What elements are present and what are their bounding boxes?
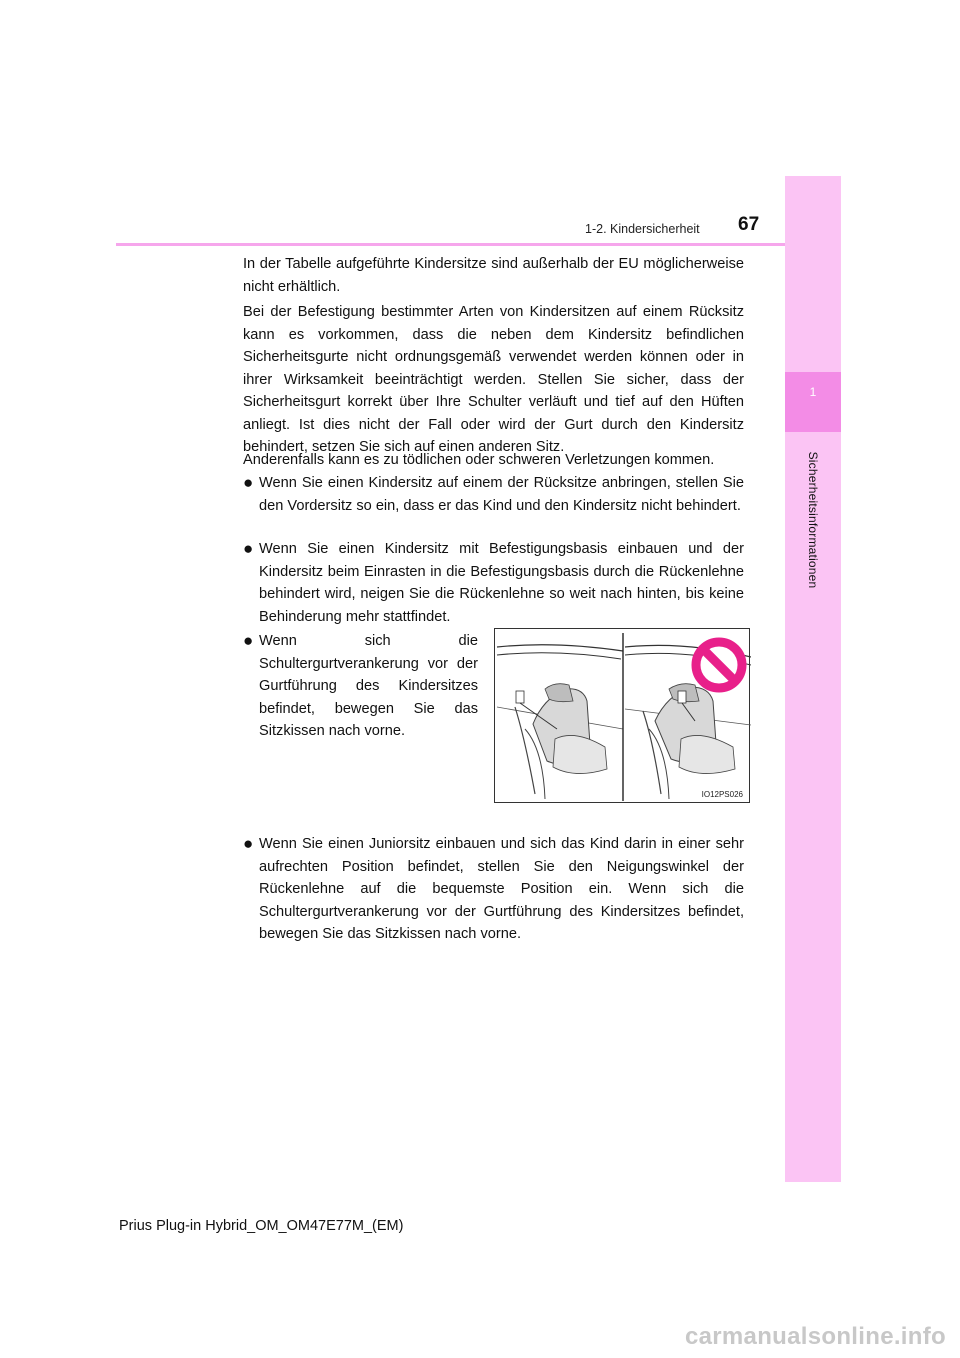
prohibition-icon [696,642,742,688]
watermark: carmanualsonline.info [684,1323,946,1350]
list-item-text: Wenn Sie einen Kindersitz mit Befestigungsbasis einbauen und der Kindersitz beim Einrasten in die Befestigungsbasis durch die Rückenlehne behindert wird, neigen Sie die Rückenlehne so weit nach hinten, bis keine Behinderung mehr stattfindet. [259,541,744,625]
header-rule [116,243,785,246]
chapter-side-tab [785,176,841,1182]
list-item-text: Wenn sich die Schultergurtverankerung vor der Gurtführung des Kindersitzes befindet, bewegen Sie das Sitzkissen nach vorne. [259,633,478,739]
list-item [243,538,744,628]
list-item [243,630,478,743]
paragraph-consequence: Anderenfalls kann es zu tödlichen oder schweren Verletzungen kommen. [243,452,715,468]
list-item [243,472,744,517]
illustration-child-seat [494,628,750,803]
chapter-tab-marker [785,372,841,432]
bullet-icon: ● [243,473,254,492]
bullet-icon: ● [243,539,254,558]
figure-code: IO12PS026 [701,790,743,799]
page-number: 67 [738,214,760,235]
chapter-number: 1 [809,385,817,399]
list-item [243,833,744,946]
footer-model: Prius Plug-in Hybrid_OM_OM47E77M_(EM) [119,1218,404,1234]
bullet-icon: ● [243,834,254,853]
paragraph-availability: In der Tabelle aufgeführte Kindersitze sind außerhalb der EU möglicherweise nicht erhältlich. [243,256,744,295]
list-item-text: Wenn Sie einen Juniorsitz einbauen und sich das Kind darin in einer sehr aufrechten Position befindet, stellen Sie den Neigungswinkel der Rückenlehne auf die bequemste Position ein. Wenn sich die Schultergurtverankerung vor der Gurtführung des Kindersitzes befindet, bewegen Sie das Sitzkissen nach vorne. [259,836,744,942]
section-title: 1-2. Kindersicherheit [585,222,700,236]
list-item-text: Wenn Sie einen Kindersitz auf einem der Rücksitze anbringen, stellen Sie den Vordersitz so ein, dass er das Kind und den Kindersitz nicht behindert. [259,475,744,514]
paragraph-seatbelt-warning: Bei der Befestigung bestimmter Arten von Kindersitzen auf einem Rücksitz kann es vorkommen, dass die neben dem Kindersitz befindlichen Sicherheitsgurte nicht ordnungsgemäß verwendet werden können oder in ihrer Wirksamkeit beeinträchtigt werden. Stellen Sie sicher, dass der Sicherheitsgurt korrekt über Ihre Schulter verläuft und tief auf den Hüften anliegt. Ist dies nicht der Fall oder wird der Gurt durch den Kindersitz behindert, setzen Sie sich auf einen anderen Sitz. [243,304,744,455]
child-seat-drawing [495,629,751,804]
chapter-label: Sicherheitsinformationen [806,451,820,589]
bullet-icon: ● [243,631,254,650]
